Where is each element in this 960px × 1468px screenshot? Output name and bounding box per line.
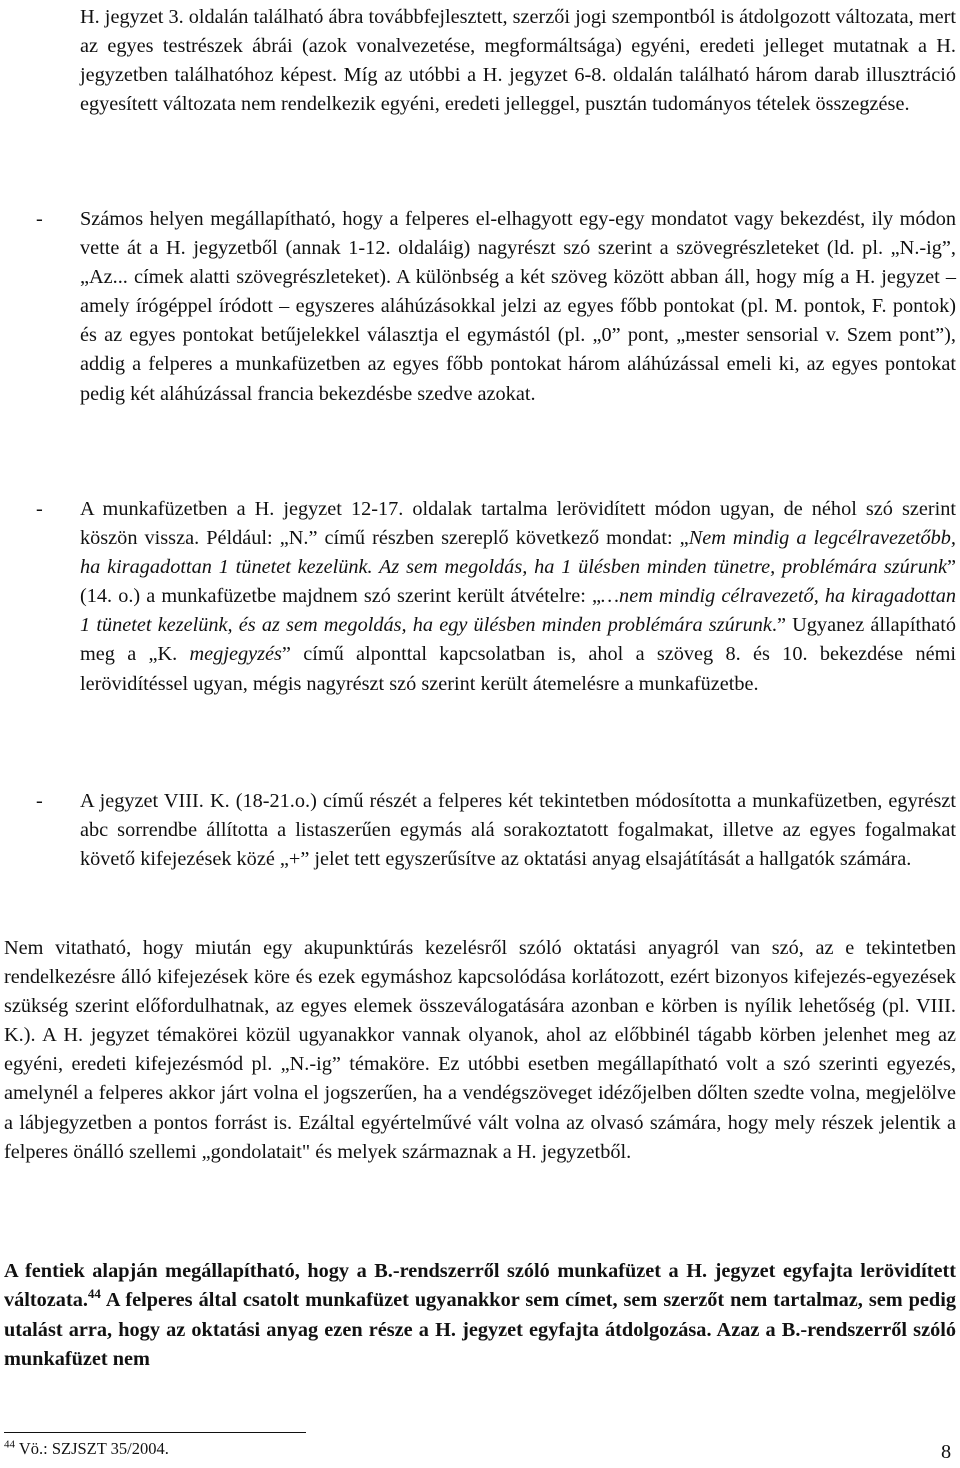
page-number: 8 [941, 1441, 952, 1463]
text-run: A munkafüzetben a H. jegyzet 12-17. oldalak tartalma lerövidített módon ugyan, de néhol szó szerint köszön vissza. Például: „N.” című részben szereplő következő mondat: „ [80, 498, 956, 550]
text-run: .” Ugyanez állapítható meg a „K. [80, 614, 957, 666]
quoted-italic-text: …nem mindig célravezető, ha kiragadottan 1 tünetet kezelünk, és az sem megoldás, ha egy ülésben minden problémára szúrunk [80, 585, 956, 637]
text-run: A fentiek alapján megállapítható, hogy a B.-rendszerről szóló munkafüzet a H. jegyzet egyfajta lerövidített változata. [4, 1260, 956, 1312]
text-run: A felperes által csatolt munkafüzet ugyanakkor sem címet, sem szerzőt nem tartalmaz, sem pedig utalást arra, hogy az oktatási anyag ezen része a H. jegyzet egyfajta átdolgozása. Azaz a B.-rendszerről szóló munkafüzet nem [4, 1289, 956, 1370]
conclusion-paragraph [4, 1257, 956, 1374]
footnote-reference[interactable]: 44 [87, 1286, 101, 1302]
bullet-marker: - [36, 208, 43, 230]
bullet-text: A jegyzet VIII. K. (18-21.o.) című részét a felperes két tekintetben módosította a munkafüzetben, egyrészt abc sorrendbe állította a listaszerűen egymás alá sorakoztatott fogalmakat, illetve az egyes fogalmakat követő kifejezések közé „+” jelet tett egyszerűsítve az oktatási anyag elsajátítását a hallgatók számára. [80, 790, 956, 871]
intro-paragraph: H. jegyzet 3. oldalán található ábra továbbfejlesztett, szerzői jogi szempontból is átdolgozott változata, mert az egyes testrészek ábrái (azok vonalvezetése, megformáltsága) egyéni, eredeti jelleget mutatnak a H. jegyzetben találhatóhoz képest. Míg az utóbbi a H. jegyzet 6-8. oldalán található három darab illusztráció egyesített változata nem rendelkezik egyéni, eredeti jelleggel, pusztán tudományos tételek összegzése. [80, 6, 956, 116]
bullet-marker: - [36, 790, 43, 812]
text-run: ” (14. o.) a munkafüzetbe majdnem szó szerint került átvételre: „ [80, 556, 956, 608]
footnote [4, 1438, 169, 1460]
bullet-text: Számos helyen megállapítható, hogy a felperes el-elhagyott egy-egy mondatot vagy bekezdést, ily módon vette át a H. jegyzetből (annak 1-12. oldaláig) nagyrészt szó szerint a szövegrészleteket (ld. pl. „N.-ig”, „Az... címek alatti szövegrészleteket). A különbség a két szöveg között abban áll, hogy míg a H. jegyzet – amely írógéppel íródott – egyszeres aláhúzásokkal jelzi az egyes főbb pontokat (pl. M. pontok, F. pontok) és az egyes pontokat betűjelekkel választja el egymástól (pl. „0” pont, „mester sensorial v. Szem pont”), addig a felperes a munkafüzetben az egyes főbb pontokat három aláhúzással emeli ki, az egyes pontokat pedig két aláhúzással francia bekezdésbe szedve azokat. [80, 208, 956, 405]
bullet-marker: - [36, 498, 43, 520]
footnote-separator [4, 1432, 306, 1433]
bullet-text [80, 495, 956, 699]
footnote-text: Vö.: SZJSZT 35/2004. [15, 1439, 169, 1458]
footnote-number: 44 [4, 1438, 15, 1451]
quoted-italic-text: megjegyzés [189, 643, 282, 666]
text-run: ” című alponttal kapcsolatban is, ahol a szöveg 8. és 10. bekezdése némi lerövidítéssel ugyan, mégis nagyrészt szó szerint került átemelésre a munkafüzetbe. [80, 643, 956, 695]
body-paragraph: Nem vitatható, hogy miután egy akupunktúrás kezelésről szóló oktatási anyagról van szó, az e tekintetben rendelkezésre álló kifejezések köre és ezek egymáshoz kapcsolódása korlátozott, ezért bizonyos kifejezés-egyezések szükség szerint előfordulhatnak, az egyes elemek összeválogatására azonban e körben is nyílik lehetőség (pl. VIII. K.). A H. jegyzet témakörei közül ugyanakkor vannak olyanok, ahol az előbbinél tágabb körben jelenhet meg az egyéni, eredeti kifejezésmód pl. „N.-ig” témaköre. Ez utóbbi esetben megállapítható volt a szó szerinti egyezés, amelynél a felperes akkor járt volna el jogszerűen, ha a vendégszöveget idézőjelben dőlten szedte volna, megjelölve a lábjegyzetben a pontos forrást is. Ezáltal egyértelművé vált volna az olvasó számára, hogy mely részek jelentik a felperes önálló szellemi „gondolatait" és melyek származnak a H. jegyzetből. [4, 937, 956, 1163]
quoted-italic-text: Nem mindig a legcélravezetőbb, ha kiragadottan 1 tünetet kezelünk. Az sem megoldás, ha 1 ülésben minden tünetre, problémára szúrunk [80, 527, 956, 579]
